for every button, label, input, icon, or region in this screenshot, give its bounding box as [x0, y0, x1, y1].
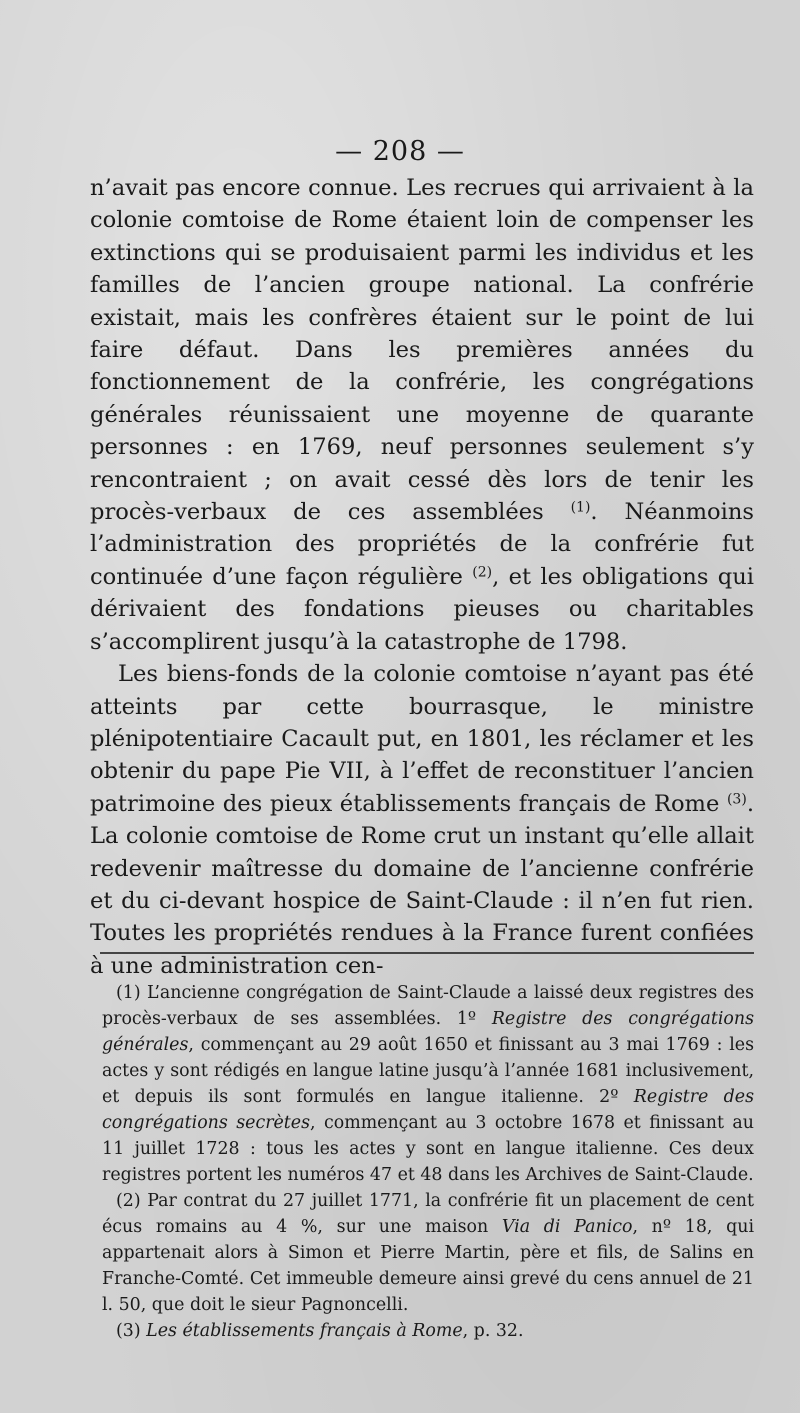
footnote-1-text-a: (1) L’ancienne congrégation de Saint-Claude a laissé deux registres des procès-verbaux de ses assemblées. 1º — [102, 983, 754, 1029]
paragraph-1 — [90, 172, 754, 658]
footnote-3-text-b: , p. 32. — [462, 1321, 524, 1341]
paragraph-1-text-a: n’avait pas encore connue. Les recrues qui arrivaient à la colonie comtoise de Rome étaient loin de compenser les extinctions qui se produisaient parmi les individus et les familles de l’ancien groupe national. La confrérie existait, mais les confrères étaient sur le point de lui faire défaut. Dans les premières années du fonctionnement de la confrérie, les congrégations générales réunissaient une moyenne de quarante personnes : en 1769, neuf personnes seulement s’y rencontraient ; on avait cessé dès lors de tenir les procès-verbaux de ces assemblées — [90, 175, 754, 526]
paragraph-1-text-b: . Néanmoins l’administration des propriétés de la confrérie fut continuée d’une façon régulière — [90, 499, 754, 590]
page-number: — 208 — — [335, 136, 465, 167]
footnote-1-text-c: , commençant au 3 octobre 1678 et finissant au 11 juillet 1728 : tous les actes y sont en langue italienne. Ces deux registres portent les numéros 47 et 48 dans les Archives de Saint-Claude. — [102, 1113, 754, 1185]
footnote-2 — [102, 1188, 754, 1318]
footnote-2-text-a: (2) Par contrat du 27 juillet 1771, la confrérie fit un placement de cent écus romains au 4 %, sur une maison — [102, 1191, 754, 1237]
footnote-ref-1: (1) — [570, 499, 591, 516]
footnote-3-text-a: (3) — [116, 1321, 147, 1341]
footnote-2-text-b: , nº 18, qui appartenait alors à Simon et Pierre Martin, père et fils, de Salins en Franche-Comté. Cet immeuble demeure ainsi grevé du cens annuel de 21 l. 50, que doit le sieur Pagnoncelli. — [102, 1217, 755, 1315]
paragraph-2 — [90, 658, 754, 982]
footnote-1-title-1: Registre des congrégations générales — [102, 1009, 754, 1055]
paragraph-2-text-a: Les biens-fonds de la colonie comtoise n’ayant pas été atteints par cette bourrasque, le ministre plénipotentiaire Cacault put, en 1801, les réclamer et les obtenir du pape Pie VII, à l’effet de reconstituer l’ancien patrimoine des pieux établissements français de Rome — [90, 661, 754, 817]
footnote-divider — [100, 952, 754, 954]
footnote-3 — [102, 1318, 754, 1344]
main-text — [90, 172, 754, 982]
footnotes — [102, 980, 754, 1344]
paragraph-1-text-c: , et les obligations qui dérivaient des fondations pieuses ou charitables s’accomplirent jusqu’à la catastrophe de 1798. — [90, 563, 754, 655]
footnote-3-title: Les établissements français à Rome — [146, 1321, 463, 1341]
footnote-1-title-2: Registre des congrégations secrètes — [102, 1087, 754, 1133]
footnote-1-text-b: , commençant au 29 août 1650 et finissant au 3 mai 1769 : les actes y sont rédigés en langue latine jusqu’à l’année 1681 inclusivement, et depuis ils sont formulés en langue italienne. 2º — [102, 1035, 754, 1107]
footnote-ref-2: (2) — [472, 564, 493, 581]
footnote-2-place: Via di Panico — [501, 1217, 633, 1237]
footnote-1 — [102, 980, 754, 1188]
paragraph-2-text-b: . La colonie comtoise de Rome crut un instant qu’elle allait redevenir maîtresse du domaine de l’ancienne confrérie et du ci-devant hospice de Saint-Claude : il n’en fut rien. Toutes les propriétés rendues à la France furent confiées à une administration cen- — [90, 790, 754, 979]
footnote-ref-3: (3) — [726, 791, 747, 808]
